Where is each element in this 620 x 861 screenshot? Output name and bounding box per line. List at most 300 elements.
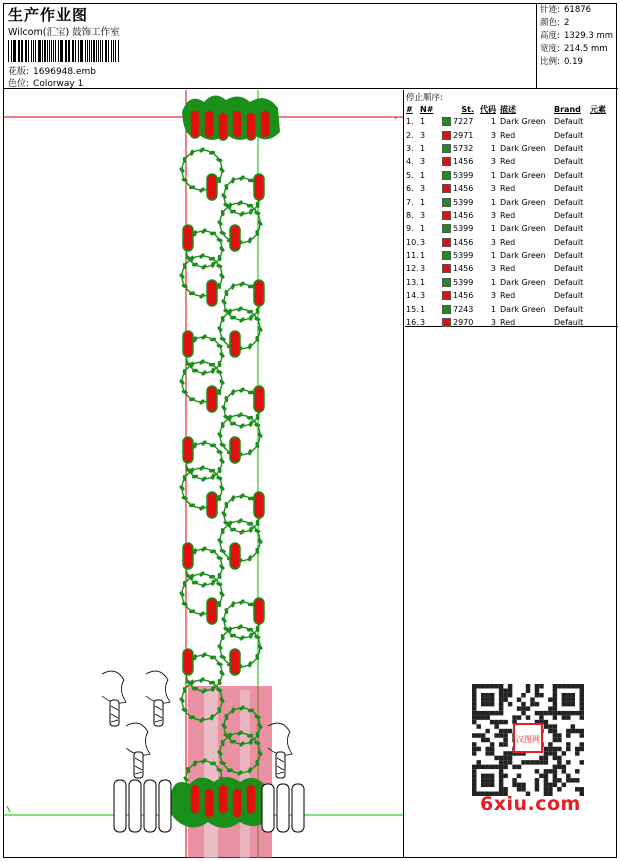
design-file-value: 1696948.emb [33, 67, 97, 77]
row-needle: 1 [420, 117, 426, 127]
row-code: 1 [490, 224, 496, 234]
qr-module [553, 688, 557, 692]
row-stitches [442, 236, 476, 249]
table-row [406, 236, 612, 249]
leaf [230, 495, 235, 502]
worksheet [3, 3, 617, 858]
row-element [590, 302, 612, 315]
qr-module [472, 765, 476, 769]
red-oval [207, 280, 217, 306]
qr-module [580, 733, 584, 737]
row-stitch-count: 7227 [453, 117, 474, 127]
row-description: Red [500, 130, 516, 140]
row-element [590, 169, 612, 182]
row-element [590, 262, 612, 275]
qr-module [571, 697, 575, 701]
leaf [230, 283, 235, 290]
row-stitch-count: 5399 [453, 277, 474, 287]
row-index: 10. [406, 237, 419, 247]
row-code: 3 [490, 157, 496, 167]
qr-module [575, 747, 579, 751]
row-index: 14. [406, 291, 419, 301]
row-index: 15. [406, 304, 419, 314]
qr-module [544, 756, 548, 760]
qr-module [526, 684, 530, 688]
stat-value: 2 [564, 18, 570, 28]
row-needle: 1 [420, 143, 426, 153]
row-index: 4. [406, 157, 414, 167]
row-needle: 3 [420, 210, 426, 220]
sketch-oval [262, 784, 274, 832]
qr-module [562, 702, 566, 706]
qr-module [553, 778, 557, 782]
qr-module [490, 711, 494, 715]
qr-module [481, 774, 485, 778]
color-swatch [442, 117, 451, 126]
qr-module [539, 774, 543, 778]
qr-module [548, 787, 552, 791]
sketch-curve [102, 671, 126, 703]
red-oval [190, 110, 200, 138]
red-oval [230, 437, 240, 463]
leaf [189, 149, 194, 156]
row-index: 3. [406, 143, 414, 153]
qr-module [521, 711, 525, 715]
row-needle: 3 [420, 157, 426, 167]
qr-module [508, 729, 512, 733]
qr-module [553, 738, 557, 742]
qr-module [580, 715, 584, 719]
row-stitches [442, 155, 476, 168]
row-code: 1 [490, 170, 496, 180]
table-row [406, 142, 612, 155]
stat-row [538, 17, 618, 30]
leaf [248, 314, 253, 321]
row-needle: 3 [420, 237, 426, 247]
qr-module [535, 783, 539, 787]
leaf [210, 473, 215, 480]
qr-module [503, 729, 507, 733]
qr-module [521, 706, 525, 710]
leaf [181, 283, 188, 288]
color-swatch [442, 318, 451, 327]
leaf [230, 601, 235, 608]
qr-module [472, 783, 476, 787]
qr-module [499, 778, 503, 782]
row-code: 1 [490, 277, 496, 287]
qr-module [503, 697, 507, 701]
qr-module [499, 769, 503, 773]
qr-module [539, 693, 543, 697]
qr-module [485, 783, 489, 787]
qr-module [571, 729, 575, 733]
red-oval [246, 112, 256, 140]
qr-module [476, 724, 480, 728]
qr-module [521, 693, 525, 697]
qr-module [539, 711, 543, 715]
row-stitch-count: 5399 [453, 224, 474, 234]
qr-module [557, 747, 561, 751]
qr-module [503, 765, 507, 769]
red-oval [230, 331, 240, 357]
red-oval [183, 331, 193, 357]
design-preview [4, 90, 404, 858]
sketch-oval [114, 780, 126, 832]
leaf [254, 422, 261, 427]
qr-module [526, 706, 530, 710]
row-needle: 3 [420, 264, 426, 274]
qr-module [535, 760, 539, 764]
table-row [406, 115, 612, 128]
row-index: 16. [406, 318, 419, 328]
qr-module [530, 697, 534, 701]
qr-module [472, 693, 476, 697]
row-code: 1 [490, 251, 496, 261]
row-brand: Default [554, 264, 584, 274]
leaf [216, 475, 223, 480]
qr-module [580, 747, 584, 751]
qr-module [557, 733, 561, 737]
stat-value: 0.19 [564, 57, 583, 67]
qr-module [580, 688, 584, 692]
qr-module [562, 684, 566, 688]
qr-module [481, 711, 485, 715]
row-stitch-count: 2970 [453, 318, 474, 328]
qr-module [503, 751, 507, 755]
qr-module [472, 774, 476, 778]
col-code: 代码 [480, 104, 496, 114]
qr-module [553, 724, 557, 728]
row-code: 3 [490, 130, 496, 140]
qr-module [535, 684, 539, 688]
qr-module [472, 751, 476, 755]
qr-module [553, 751, 557, 755]
row-stitch-count: 1456 [453, 237, 474, 247]
row-index: 11. [406, 251, 419, 261]
leaf [219, 548, 226, 553]
qr-module [472, 778, 476, 782]
stamp-text: 汉图网 [516, 735, 540, 744]
qr-module [557, 711, 561, 715]
qr-module [526, 715, 530, 719]
stat-label: 比例: [540, 57, 560, 67]
qr-module [499, 783, 503, 787]
qr-module [557, 765, 561, 769]
qr-module [575, 751, 579, 755]
row-element [590, 289, 612, 302]
row-needle: 1 [420, 251, 426, 261]
row-brand: Default [554, 210, 584, 220]
leaf [181, 389, 188, 394]
row-needle: 3 [420, 291, 426, 301]
stop-sequence-table [406, 103, 612, 329]
qr-module [521, 702, 525, 706]
leaf [247, 237, 252, 244]
table-row [406, 128, 612, 141]
qr-module [494, 765, 498, 769]
qr-module [544, 751, 548, 755]
row-description: Red [500, 264, 516, 274]
qr-module [544, 724, 548, 728]
qr-module [485, 738, 489, 742]
row-code: 3 [490, 237, 496, 247]
row-element [590, 276, 612, 289]
qr-module [526, 688, 530, 692]
qr-module [544, 769, 548, 773]
qr-module [535, 702, 539, 706]
qr-module [508, 684, 512, 688]
qr-module [553, 706, 557, 710]
qr-module [553, 684, 557, 688]
leaf [216, 157, 223, 162]
row-brand: Default [554, 130, 584, 140]
qr-module [508, 688, 512, 692]
qr-module [476, 715, 480, 719]
qr-module [553, 765, 557, 769]
red-oval [230, 543, 240, 569]
col-needle: N# [420, 104, 434, 114]
sketch-oval [159, 780, 171, 832]
red-oval [183, 437, 193, 463]
row-code: 1 [490, 117, 496, 127]
red-oval [260, 110, 270, 138]
guide-arrow: ‹ [394, 113, 398, 122]
qr-module [485, 747, 489, 751]
qr-module [485, 778, 489, 782]
stat-value: 61876 [564, 5, 592, 15]
qr-module [503, 693, 507, 697]
embroidery-design [4, 90, 404, 858]
row-stitches [442, 276, 476, 289]
row-description: Dark Green [500, 143, 546, 153]
qr-module [517, 697, 521, 701]
row-code: 3 [490, 318, 496, 328]
row-stitches [442, 289, 476, 302]
qr-module [553, 715, 557, 719]
qr-module [490, 702, 494, 706]
qr-module [557, 778, 561, 782]
row-element [590, 236, 612, 249]
row-code: 1 [490, 304, 496, 314]
row-brand: Default [554, 197, 584, 207]
row-needle: 1 [420, 197, 426, 207]
qr-module [562, 715, 566, 719]
table-row [406, 209, 612, 222]
qr-module [499, 756, 503, 760]
row-index: 2. [406, 130, 414, 140]
stat-value: 1329.3 mm [564, 31, 614, 41]
row-description: Red [500, 157, 516, 167]
row-needle: 1 [420, 224, 426, 234]
qr-module [485, 765, 489, 769]
qr-module [494, 733, 498, 737]
row-description: Dark Green [500, 251, 546, 261]
row-description: Dark Green [500, 170, 546, 180]
qr-module [517, 774, 521, 778]
row-index: 8. [406, 210, 414, 220]
leaf [219, 230, 226, 235]
qr-module [517, 706, 521, 710]
row-needle: 3 [420, 130, 426, 140]
red-oval [232, 110, 242, 138]
qr-module [535, 778, 539, 782]
col-description: 描述 [500, 104, 516, 114]
qr-module [557, 760, 561, 764]
qr-module [512, 715, 516, 719]
row-element [590, 155, 612, 168]
qr-module [481, 765, 485, 769]
watermark-logo: 6xiu.com [480, 793, 581, 815]
leaf [247, 661, 252, 668]
qr-module [575, 711, 579, 715]
stat-row [538, 30, 618, 43]
qr-module [490, 693, 494, 697]
qr-module [485, 751, 489, 755]
table-row [406, 182, 612, 195]
qr-module [499, 720, 503, 724]
red-oval [232, 788, 242, 818]
qr-module [499, 688, 503, 692]
table-row [406, 302, 612, 315]
qr-module [472, 702, 476, 706]
qr-module [562, 783, 566, 787]
table-row [406, 289, 612, 302]
row-element [590, 222, 612, 235]
row-brand: Default [554, 157, 584, 167]
table-row [406, 276, 612, 289]
leaf [210, 579, 215, 586]
qr-module [562, 769, 566, 773]
leaf [230, 389, 235, 396]
qr-module [481, 778, 485, 782]
row-stitch-count: 2971 [453, 130, 474, 140]
qr-module [499, 697, 503, 701]
qr-module [544, 787, 548, 791]
row-stitches [442, 262, 476, 275]
qr-module [490, 778, 494, 782]
qr-module [544, 747, 548, 751]
qr-module [535, 688, 539, 692]
qr-module [566, 774, 570, 778]
color-swatch [442, 278, 451, 287]
color-swatch [442, 184, 451, 193]
leaf [247, 449, 252, 456]
red-oval [183, 543, 193, 569]
leaf [247, 343, 252, 350]
red-oval [218, 112, 228, 140]
row-description: Red [500, 210, 516, 220]
row-index: 9. [406, 224, 414, 234]
qr-module [539, 684, 543, 688]
row-code: 3 [490, 184, 496, 194]
qr-module [517, 787, 521, 791]
color-swatch [442, 251, 451, 260]
sketch-oval [129, 780, 141, 832]
red-oval [204, 110, 214, 138]
qr-module [472, 742, 476, 746]
red-oval [246, 784, 256, 814]
row-element [590, 182, 612, 195]
row-description: Red [500, 291, 516, 301]
qr-module [503, 756, 507, 760]
qr-module [544, 778, 548, 782]
color-swatch [442, 157, 451, 166]
row-stitch-count: 1456 [453, 184, 474, 194]
row-stitches [442, 169, 476, 182]
red-oval [254, 386, 264, 412]
leaf [216, 343, 223, 348]
qr-module [566, 702, 570, 706]
stat-row [538, 4, 618, 17]
row-stitch-count: 1456 [453, 210, 474, 220]
table-row [406, 169, 612, 182]
leaf [216, 449, 223, 454]
qr-module [503, 774, 507, 778]
leaf [248, 208, 253, 215]
red-oval [204, 788, 214, 818]
qr-module [580, 697, 584, 701]
qr-module [485, 684, 489, 688]
row-brand: Default [554, 291, 584, 301]
qr-module [544, 720, 548, 724]
row-index: 12. [406, 264, 419, 274]
row-element [590, 128, 612, 141]
qr-module [580, 702, 584, 706]
qr-module [476, 760, 480, 764]
leaf [219, 442, 226, 447]
row-stitch-count: 5399 [453, 170, 474, 180]
qr-module [476, 765, 480, 769]
qr-module [571, 702, 575, 706]
row-element [590, 195, 612, 208]
qr-module [562, 693, 566, 697]
leaf [254, 634, 261, 639]
qr-module [575, 769, 579, 773]
row-stitch-count: 5732 [453, 143, 474, 153]
qr-module [503, 742, 507, 746]
row-description: Dark Green [500, 224, 546, 234]
row-stitch-count: 5399 [453, 251, 474, 261]
colorway-row [8, 76, 83, 89]
colorway-label: 色位: [8, 79, 30, 89]
qr-module [575, 729, 579, 733]
qr-module [490, 774, 494, 778]
qr-module [499, 702, 503, 706]
leaf [181, 177, 188, 182]
qr-module [494, 720, 498, 724]
row-stitch-count: 1456 [453, 264, 474, 274]
qr-module [472, 688, 476, 692]
color-swatch [442, 224, 451, 233]
row-stitches [442, 182, 476, 195]
leaf [216, 237, 223, 242]
qr-module [544, 774, 548, 778]
row-code: 1 [490, 197, 496, 207]
qr-module [476, 747, 480, 751]
red-oval [207, 386, 217, 412]
row-index: 1. [406, 117, 414, 127]
qr-module [562, 751, 566, 755]
qr-module [521, 783, 525, 787]
row-brand: Default [554, 318, 584, 328]
row-index: 13. [406, 277, 419, 287]
stat-value: 214.5 mm [564, 44, 608, 54]
red-oval [254, 280, 264, 306]
qr-module [481, 738, 485, 742]
qr-module [490, 684, 494, 688]
row-stitch-count: 5399 [453, 197, 474, 207]
qr-module [580, 787, 584, 791]
